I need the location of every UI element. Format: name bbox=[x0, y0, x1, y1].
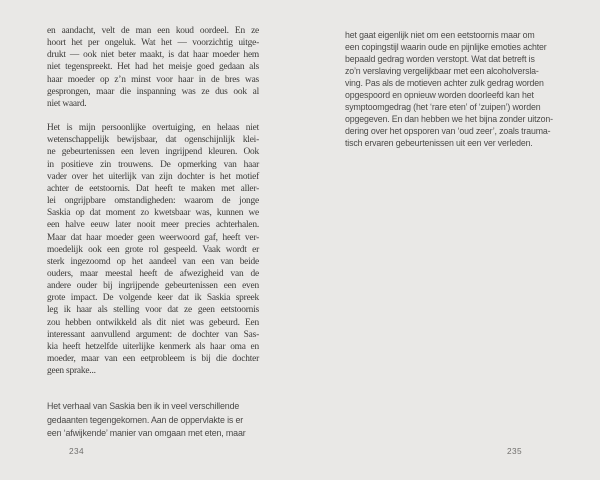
text-line: gesprongen, maar die inspanning was ze dus ook al bbox=[47, 86, 259, 97]
text-line: achter de eetstoornis. Dat heeft te maken met aller- bbox=[47, 183, 259, 194]
text-line: tisch ervaren gebeurtenissen uit een ver verleden. bbox=[345, 138, 533, 149]
text-line: lei ongrijpbare omstandigheden: waarom de jonge bbox=[47, 196, 259, 207]
text-line: vader over het uiterlijk van zijn dochter is het motief bbox=[47, 171, 259, 182]
text-line: zo’n verslaving vergelijkbaar met een alcoholversla- bbox=[345, 66, 539, 77]
text-line: interessant aanvullend argument: de dochter van Sas- bbox=[47, 329, 259, 340]
text-line: moeder, maar van een eetprobleem is bij die dochter bbox=[47, 354, 259, 365]
paragraph bbox=[47, 122, 259, 377]
text-line: Maar dat haar moeder geen weerwoord gaf, heeft ver- bbox=[47, 232, 259, 243]
text-line: het gaat eigenlijk niet om een eetstoornis maar om bbox=[345, 30, 535, 40]
text-line: zou hebben ontwikkeld als dit niet was gebeurd. Een bbox=[47, 317, 259, 328]
text-line: andere ouder bij ingrijpende gebeurtenissen een even bbox=[47, 281, 259, 292]
text-line: grote impact. De volgende keer dat ik Saskia spreek bbox=[47, 293, 259, 304]
page-number-right: 235 bbox=[507, 446, 523, 456]
text-line: dering over het opsporen van ‘oud zeer’, zoals trauma- bbox=[345, 126, 551, 137]
text-line: ving. Pas als de motieven achter zulk gedrag worden bbox=[345, 78, 544, 89]
text-line: Het verhaal van Saskia ben ik in veel verschillende bbox=[47, 401, 240, 411]
text-line: drukt — ook niet beter maakt, is dat haar moeder hem bbox=[47, 50, 259, 61]
text-line: sterk ingezoomd op het aandeel van een van beide bbox=[47, 256, 259, 267]
text-line: niet waard. bbox=[47, 98, 87, 109]
text-line: in positieve zin trouwens. De opmerking van haar bbox=[47, 159, 259, 170]
text-line: Het is mijn persoonlijke overtuiging, en helaas niet bbox=[47, 123, 259, 134]
right-page bbox=[300, 0, 600, 480]
page-number-left: 234 bbox=[69, 446, 85, 456]
text-line: een halve eeuw later nooit meer precies achterhalen. bbox=[47, 220, 259, 231]
text-line: hoort het per ongeluk. Wat het — voorzichtig uitge- bbox=[47, 38, 259, 49]
text-line: ne gebeurtenissen een leven ingrijpend kleuren. Ook bbox=[47, 147, 259, 158]
text-line: moedelijk ook een grote rol gespeeld. Vaak wordt er bbox=[47, 244, 259, 255]
text-line: opgegeven. En dan hebben we het bijna zonder uitzon- bbox=[345, 114, 553, 125]
text-line: haar moeder op z’n minst voor haar in de bres was bbox=[47, 74, 259, 85]
text-line: opgespoord en opnieuw worden doorleefd kan het bbox=[345, 90, 534, 101]
text-line: ouders, maar meestal heeft de afwezigheid van de bbox=[47, 268, 259, 279]
text-line: niet tegenspreekt. Het had het meisje goed gedaan als bbox=[47, 62, 259, 73]
text-line: Saskia op dat moment zo kwetsbaar was, kunnen we bbox=[47, 208, 259, 219]
text-line: en aandacht, velt de man een koud oordeel. En ze bbox=[47, 26, 259, 36]
body-text-left bbox=[47, 25, 259, 377]
text-line: gedaanten tegengekomen. Aan de oppervlakte is er bbox=[47, 414, 244, 425]
sans-excerpt-right bbox=[345, 29, 563, 149]
text-line: leg ik haar als stelling voor dat ze geen eetstoornis bbox=[47, 305, 259, 316]
text-line: een copingstijl waarin oude en pijnlijke emoties achter bbox=[345, 42, 547, 53]
text-line: bepaald gedrag worden verstopt. Wat dat betreft is bbox=[345, 54, 535, 65]
paragraph bbox=[47, 25, 259, 110]
text-line: symptoomgedrag (het ‘rare eten’ of ‘zuipen’) worden bbox=[345, 102, 541, 113]
text-line: geen sprake... bbox=[47, 366, 96, 377]
sans-excerpt-left bbox=[47, 400, 282, 441]
text-line: een ‘afwijkende’ manier van omgaan met eten, maar bbox=[47, 428, 246, 439]
text-line: wetenschappelijk bewijsbaar, dat ogenschijnlijk klei- bbox=[47, 135, 259, 146]
text-line: kia heeft hetzelfde uiterlijke kenmerk als haar oma en bbox=[47, 341, 259, 352]
